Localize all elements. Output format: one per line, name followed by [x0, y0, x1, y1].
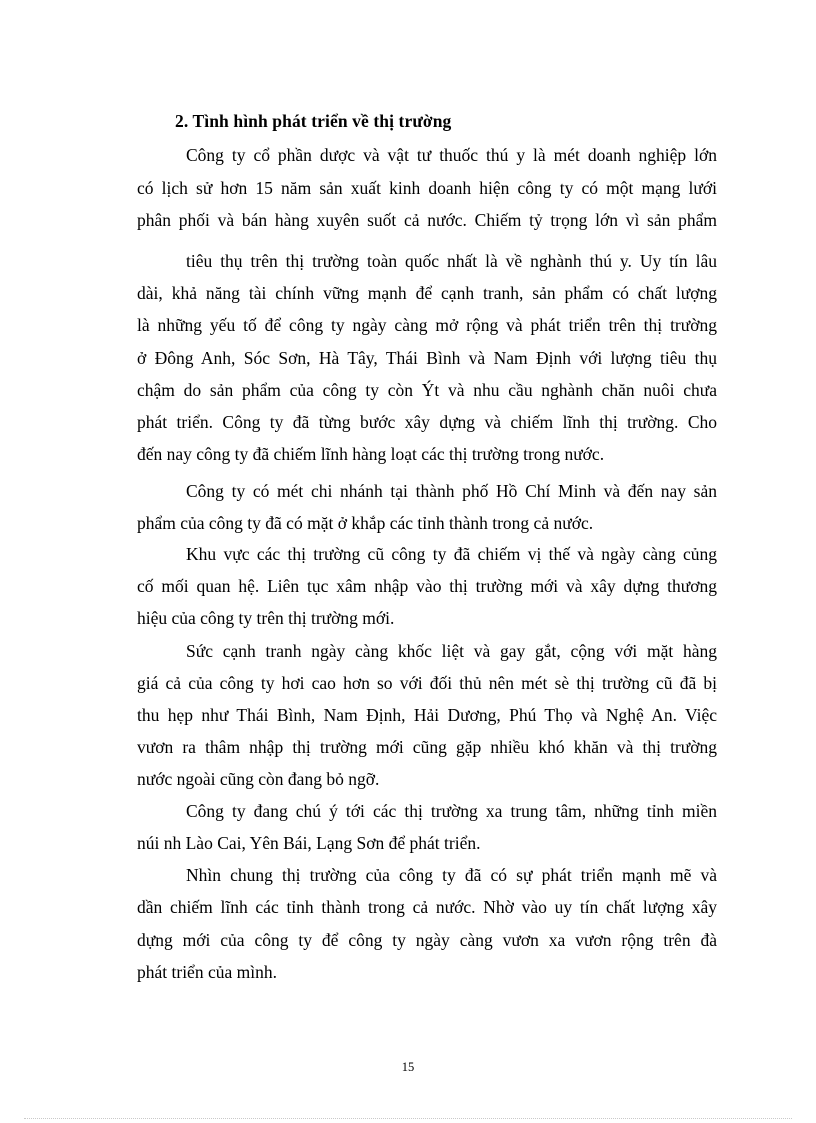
body-line: phẩm của công ty đã có mặt ở khắp các tỉnh thành trong cả nước. [137, 513, 594, 533]
body-line: giá cả của công ty hơi cao hơn so với đối thủ nên mét sè thị trường cũ đã bị [137, 673, 717, 693]
body-line: có lịch sử hơn 15 năm sản xuất kinh doanh hiện công ty có một mạng lưới [137, 178, 717, 198]
body-line: thu hẹp như Thái Bình, Nam Định, Hải Dương, Phú Thọ và Nghệ An. Việc [137, 705, 717, 725]
body-line: Công ty có mét chi nhánh tại thành phố Hồ Chí Minh và đến nay sản [186, 481, 717, 501]
body-line: dựng mới của công ty để công ty ngày càng vươn xa vươn rộng trên đà [137, 930, 717, 950]
body-line: Nhìn chung thị trường của công ty đã có sự phát triển mạnh mẽ và [186, 865, 717, 885]
page-bottom-divider [24, 1118, 792, 1119]
body-line: Công ty cổ phần dược và vật tư thuốc thú y là mét doanh nghiệp lớn [186, 145, 717, 165]
body-line: cố mối quan hệ. Liên tục xâm nhập vào thị trường mới và xây dựng thương [137, 576, 717, 596]
body-line: ở Đông Anh, Sóc Sơn, Hà Tây, Thái Bình và Nam Định với lượng tiêu thụ [137, 348, 717, 368]
body-line: phát triển của mình. [137, 962, 277, 982]
body-line: tiêu thụ trên thị trường toàn quốc nhất là về nghành thú y. Uy tín lâu [186, 251, 717, 271]
body-line: hiệu của công ty trên thị trường mới. [137, 608, 395, 628]
body-line: phân phối và bán hàng xuyên suốt cả nước. Chiếm tỷ trọng lớn vì sản phẩm [137, 210, 717, 230]
body-line: nước ngoài cũng còn đang bỏ ngỡ. [137, 769, 380, 789]
body-line: vươn ra thâm nhập thị trường mới cũng gặp nhiều khó khăn và thị trường [137, 737, 717, 757]
body-line: là những yếu tố để công ty ngày càng mở rộng và phát triển trên thị trường [137, 315, 717, 335]
body-line: Khu vực các thị trường cũ công ty đã chiếm vị thế và ngày càng củng [186, 544, 717, 564]
body-line: dài, khả năng tài chính vững mạnh để cạnh tranh, sản phẩm có chất lượng [137, 283, 717, 303]
body-line: phát triển. Công ty đã từng bước xây dựng và chiếm lĩnh thị trường. Cho [137, 412, 717, 432]
section-heading: 2. Tình hình phát triển về thị trường [175, 111, 452, 131]
body-line: Công ty đang chú ý tới các thị trường xa trung tâm, những tỉnh miền [186, 801, 717, 821]
body-line: đến nay công ty đã chiếm lĩnh hàng loạt các thị trường trong nước. [137, 444, 605, 464]
page-number: 15 [401, 1060, 415, 1074]
body-line: Sức cạnh tranh ngày càng khốc liệt và gay gắt, cộng với mặt hàng [186, 641, 717, 661]
body-line: núi nh Lào Cai, Yên Bái, Lạng Sơn để phát triển. [137, 833, 481, 853]
body-line: dần chiếm lĩnh các tỉnh thành trong cả nước. Nhờ vào uy tín chất lượng xây [137, 897, 717, 917]
body-line: chậm do sản phẩm của công ty còn Ýt và nhu cầu nghành chăn nuôi chưa [137, 380, 717, 400]
